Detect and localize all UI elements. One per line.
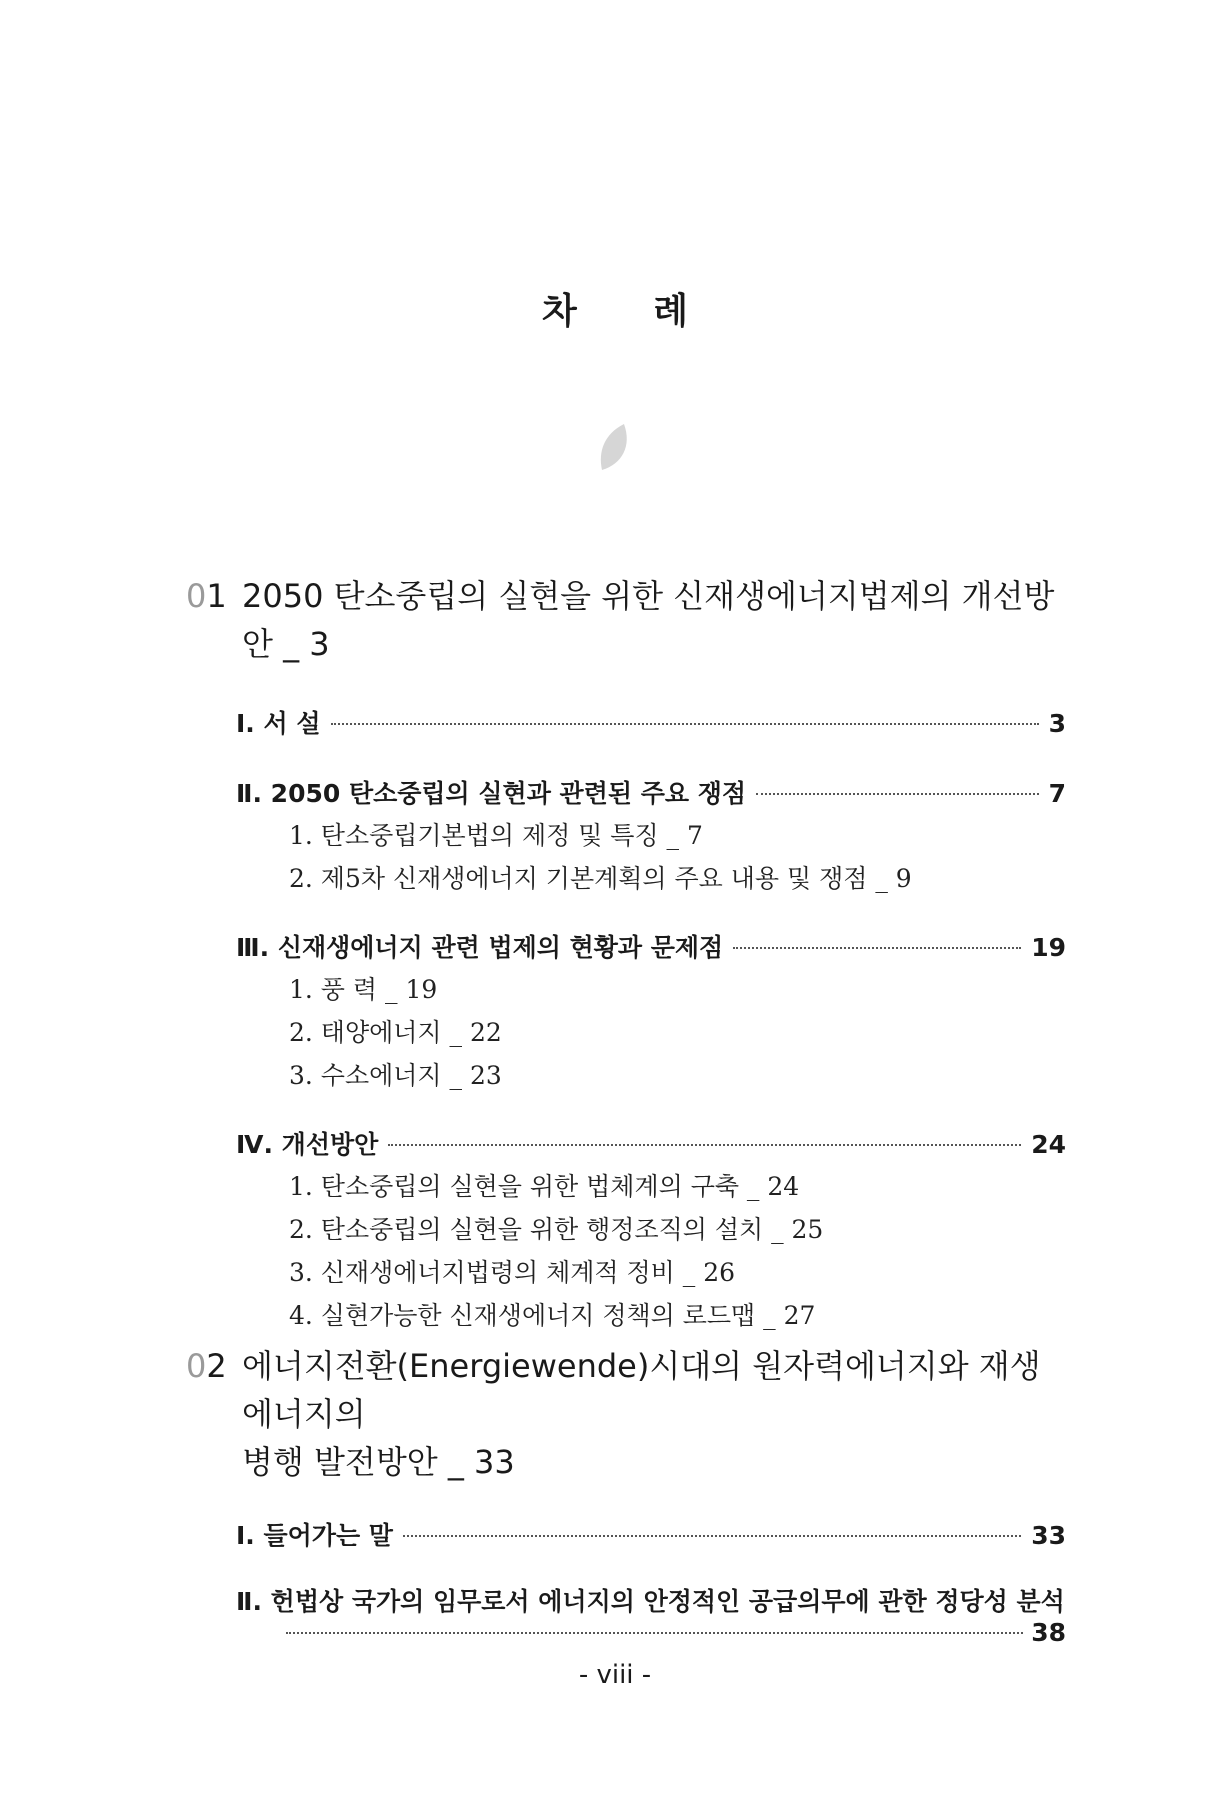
dot-leader xyxy=(403,1535,1021,1537)
dot-leader xyxy=(286,1632,1023,1634)
page-title-right: 례 xyxy=(653,291,689,332)
toc-subitem[interactable]: 3. 신재생에너지법령의 체계적 정비 _ 26 xyxy=(289,1258,735,1287)
chapter-2 xyxy=(186,1342,1066,1647)
toc-subitem[interactable]: 4. 실현가능한 신재생에너지 정책의 로드맵 _ 27 xyxy=(289,1301,816,1330)
toc-subitem[interactable]: 1. 풍 력 _ 19 xyxy=(289,975,438,1004)
dot-leader xyxy=(756,793,1039,795)
toc-section[interactable]: Ⅰ. 서 설 3 xyxy=(236,709,1066,738)
toc-subitem[interactable]: 1. 탄소중립의 실현을 위한 법체계의 구축 _ 24 xyxy=(289,1172,800,1201)
toc-section[interactable]: Ⅱ. 2050 탄소중립의 실현과 관련된 주요 쟁점 7 xyxy=(236,779,1066,808)
page-title xyxy=(0,283,1230,334)
chapter-2-heading[interactable] xyxy=(186,1342,1066,1486)
dot-leader xyxy=(733,947,1021,949)
dot-leader xyxy=(388,1144,1021,1146)
chapter-1-number: 01 xyxy=(186,577,227,615)
page-number: - viii - xyxy=(578,1660,652,1690)
chapter-1 xyxy=(186,572,1066,1337)
page-title-left: 차 xyxy=(541,291,577,332)
toc-subitem[interactable]: 2. 태양에너지 _ 22 xyxy=(289,1018,502,1047)
toc-section[interactable]: Ⅰ. 들어가는 말 33 xyxy=(236,1521,1066,1550)
chapter-2-title: 에너지전환(Energiewende)시대의 원자력에너지와 재생에너지의 병행 발전방안 _ 33 xyxy=(242,1347,1041,1481)
dot-leader xyxy=(331,723,1039,725)
toc-section[interactable]: Ⅱ. 헌법상 국가의 임무로서 에너지의 안정적인 공급의무에 관한 정당성 분석 38 xyxy=(236,1587,1066,1647)
chapter-1-title: 2050 탄소중립의 실현을 위한 신재생에너지법제의 개선방안 _ 3 xyxy=(242,577,1055,663)
chapter-2-number: 02 xyxy=(186,1347,227,1385)
chapter-1-heading[interactable] xyxy=(186,572,1066,668)
toc-section[interactable]: Ⅳ. 개선방안 24 xyxy=(236,1130,1066,1159)
leaf-icon xyxy=(598,422,632,474)
toc-section[interactable]: Ⅲ. 신재생에너지 관련 법제의 현황과 문제점 19 xyxy=(236,933,1066,962)
toc-subitem[interactable]: 2. 탄소중립의 실현을 위한 행정조직의 설치 _ 25 xyxy=(289,1215,824,1244)
toc-subitem[interactable]: 2. 제5차 신재생에너지 기본계획의 주요 내용 및 쟁점 _ 9 xyxy=(289,864,912,893)
toc-subitem[interactable]: 1. 탄소중립기본법의 제정 및 특징 _ 7 xyxy=(289,821,703,850)
toc-subitem[interactable]: 3. 수소에너지 _ 23 xyxy=(289,1061,502,1090)
